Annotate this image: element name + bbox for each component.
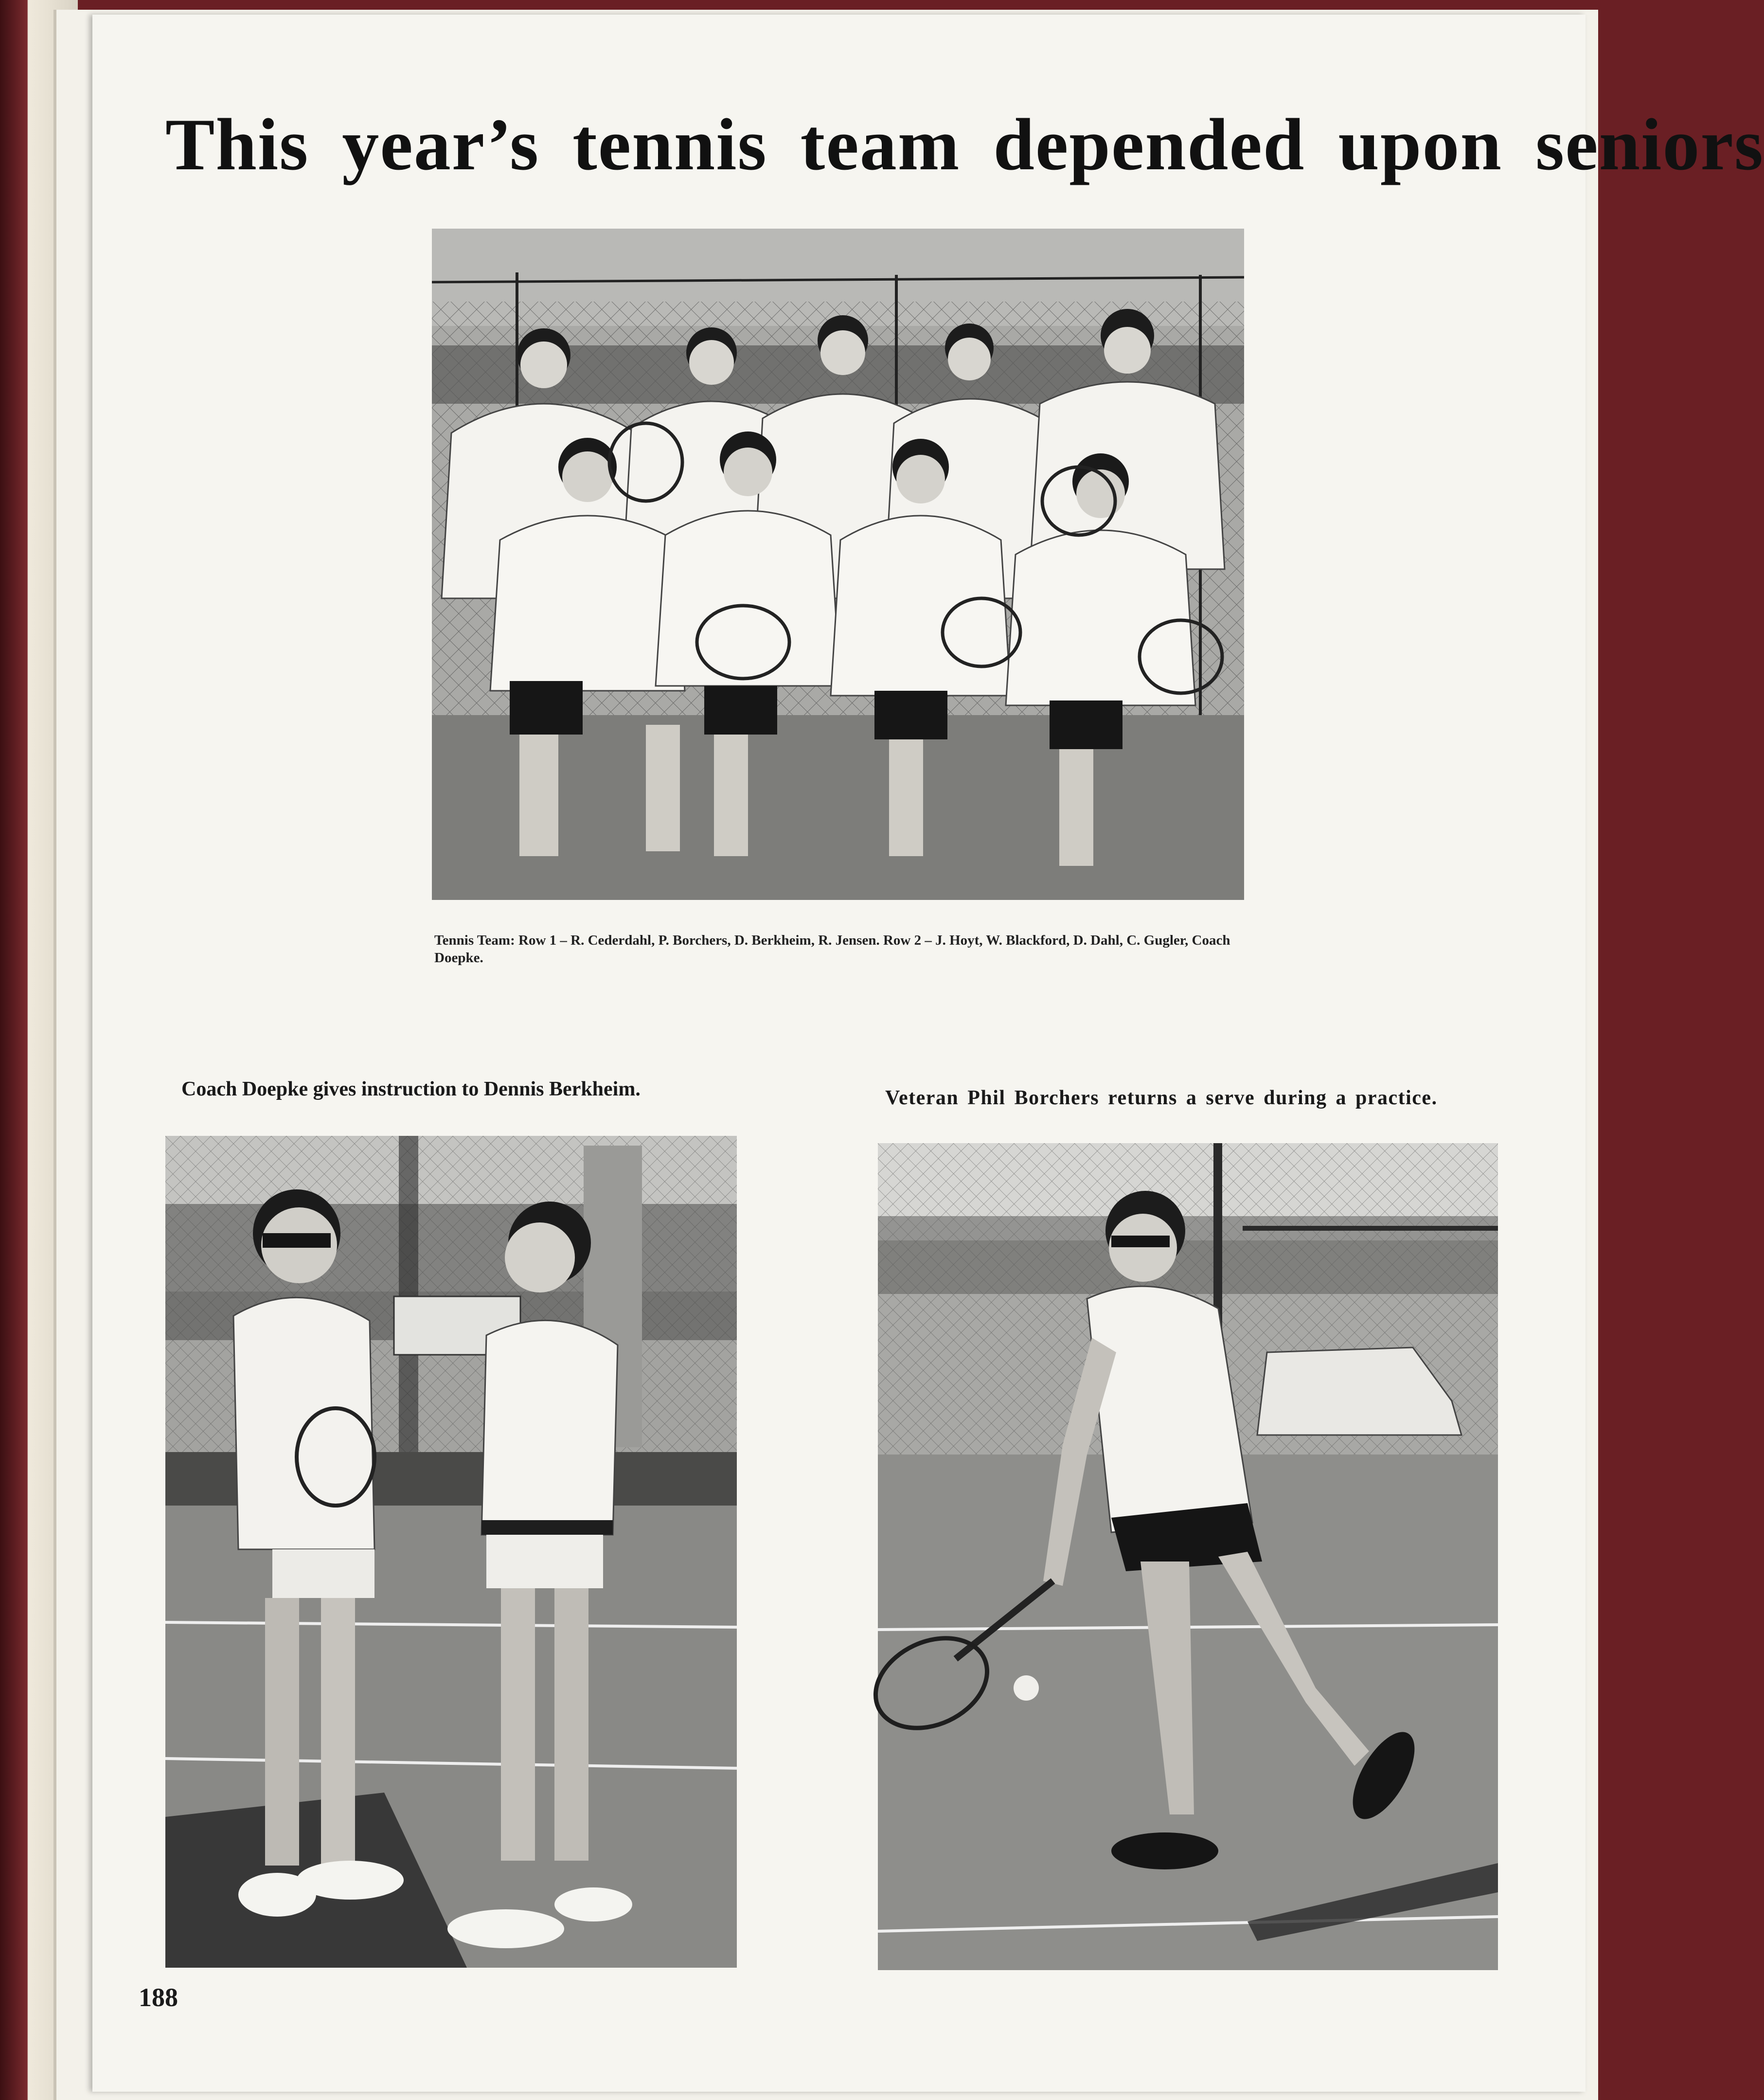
serve-photo-image bbox=[878, 1143, 1498, 1970]
page-title: This year’s tennis team depended upon seniors bbox=[165, 104, 1764, 185]
serve-photo bbox=[878, 1143, 1498, 1970]
coach-photo-caption: Coach Doepke gives instruction to Dennis Berkheim. bbox=[181, 1078, 641, 1100]
team-photo bbox=[432, 229, 1244, 900]
serve-photo-caption: Veteran Phil Borchers returns a serve during a practice. bbox=[885, 1087, 1438, 1109]
page-number: 188 bbox=[139, 1983, 178, 2012]
team-photo-caption: Tennis Team: Row 1 – R. Cederdahl, P. Borchers, D. Berkheim, R. Jensen. Row 2 – J. Hoyt, W. Blackford, D. Dahl, C. Gugler, Coach Doepke. bbox=[434, 933, 1230, 966]
team-photo-image bbox=[432, 229, 1244, 900]
coach-photo-image bbox=[165, 1136, 737, 1968]
coach-photo bbox=[165, 1136, 737, 1968]
